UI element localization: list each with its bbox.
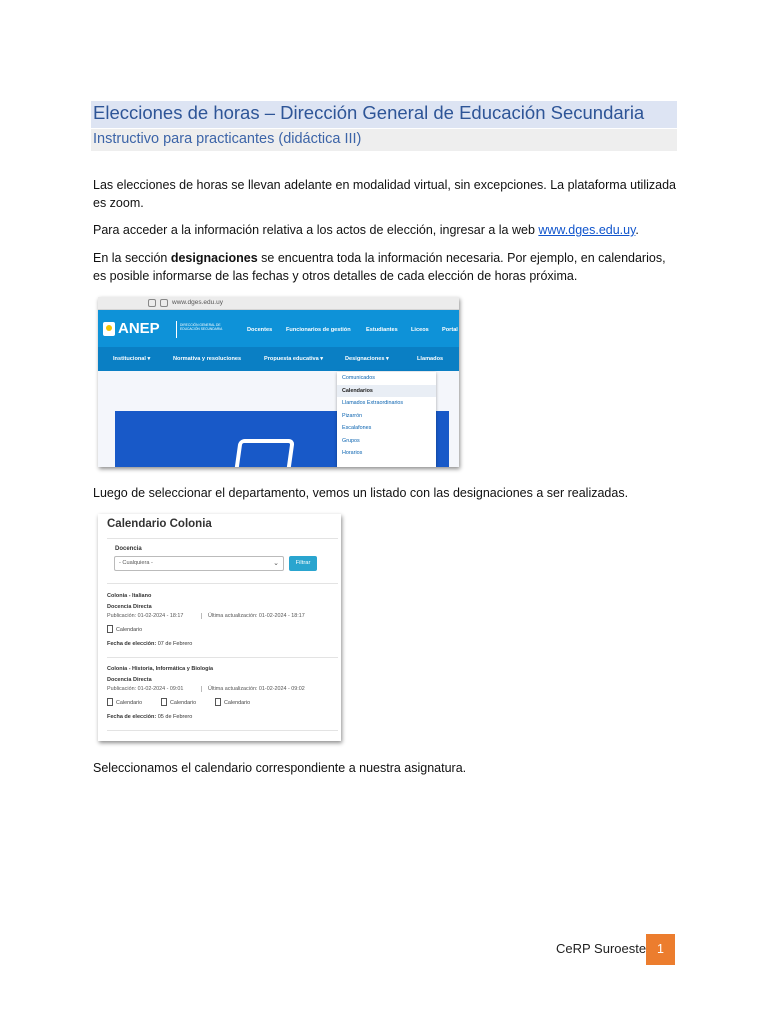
dges-link[interactable]: www.dges.edu.uy	[538, 223, 636, 237]
dges-website-screenshot	[98, 297, 459, 467]
docencia-select[interactable]	[114, 556, 284, 571]
election-date-value: 05 de Febrero	[157, 714, 193, 720]
document-title-bar	[91, 101, 677, 128]
nav-designaciones[interactable]: Designaciones ▾	[345, 356, 389, 362]
entry-type: Docencia Directa	[107, 604, 152, 610]
calendar-document-link[interactable]	[161, 698, 196, 706]
browser-url-bar	[98, 297, 459, 310]
page-number: 1	[646, 934, 675, 965]
paragraph-access-end: .	[635, 223, 639, 237]
paragraph-seleccion: Seleccionamos el calendario correspondiente a nuestra asignatura.	[93, 761, 467, 775]
document-subtitle-bar	[91, 129, 677, 151]
calendar-document-link[interactable]	[107, 625, 142, 633]
calendar-document-label: Calendario	[116, 627, 143, 633]
entry-updated: Última actualización: 01-02-2024 - 09:02	[201, 686, 305, 692]
nav-propuesta-educativa[interactable]: Propuesta educativa ▾	[264, 356, 324, 362]
entry-divider	[107, 657, 338, 658]
calendar-document-link[interactable]	[107, 698, 142, 706]
entry-name: Colonia - Italiano	[107, 593, 152, 599]
top-nav-portal[interactable]: Portal	[442, 327, 458, 333]
calendar-document-link[interactable]	[215, 698, 250, 706]
browser-url: www.dges.edu.uy	[172, 299, 223, 306]
dropdown-item-llamados-extraordinarios[interactable]: Llamados Extraordinarios	[342, 400, 404, 406]
entry-type: Docencia Directa	[107, 677, 152, 683]
lock-icon	[160, 299, 168, 307]
sun-emblem-icon	[103, 322, 115, 336]
paragraph-intro: Las elecciones de horas se llevan adelante en modalidad virtual, sin excepciones. La plataforma utilizada es zoom.	[93, 178, 676, 210]
site-header	[98, 310, 459, 347]
document-icon	[161, 698, 167, 706]
top-nav-liceos[interactable]: Liceos	[411, 327, 429, 333]
designaciones-dropdown	[337, 372, 436, 467]
filter-button[interactable]: Filtrar	[289, 556, 317, 571]
paragraph-access	[93, 222, 678, 240]
calendario-colonia-screenshot	[98, 514, 341, 741]
election-date-value: 07 de Febrero	[157, 641, 193, 647]
election-date-label: Fecha de elección:	[107, 641, 157, 647]
paragraph-designaciones	[93, 250, 678, 285]
paragraph-departamento: Luego de seleccionar el departamento, vemos un listado con las designaciones a ser realizadas.	[93, 486, 629, 500]
docencia-label: Docencia	[115, 546, 142, 552]
paragraph-designaciones-start: En la sección	[93, 251, 171, 265]
document-icon	[107, 698, 113, 706]
election-date	[107, 714, 192, 720]
entry-updated: Última actualización: 01-02-2024 - 18:17	[201, 613, 305, 619]
paragraph-access-text: Para acceder a la información relativa a los actos de elección, ingresar a la web	[93, 223, 539, 237]
calendar-document-label: Calendario	[224, 700, 251, 706]
election-date-label: Fecha de elección:	[107, 714, 157, 720]
document-icon	[215, 698, 221, 706]
dropdown-item-grupos[interactable]: Grupos	[342, 437, 360, 444]
entry-published: Publicación: 01-02-2024 - 18:17	[107, 613, 184, 619]
anep-logo: ANEP	[118, 320, 160, 337]
document-icon	[107, 625, 113, 633]
paragraph-designaciones-rest: se encuentra toda la información necesaria. Por ejemplo, en calendarios, es posible informarse de las fechas y otros detalles de cada elección de horas próxima.	[93, 251, 666, 283]
document-subtitle: Instructivo para practicantes (didáctica III)	[93, 131, 362, 147]
top-nav-funcionarios[interactable]: Funcionarios de gestión	[286, 327, 351, 333]
nav-normativa[interactable]: Normativa y resoluciones	[173, 356, 242, 362]
dropdown-item-calendarios[interactable]: Calendarios	[337, 385, 436, 398]
dropdown-item-comunicados[interactable]: Comunicados	[342, 375, 375, 381]
entry-divider	[107, 730, 338, 731]
hero-document-graphic	[233, 439, 295, 467]
calendar-document-label: Calendario	[116, 700, 143, 706]
nav-llamados[interactable]: Llamados	[417, 356, 444, 362]
entry-name: Colonia - Historia, Informática y Biología	[107, 666, 214, 672]
calendar-document-label: Calendario	[170, 700, 197, 706]
top-nav-estudiantes[interactable]: Estudiantes	[366, 327, 398, 333]
entry-published: Publicación: 01-02-2024 - 09:01	[107, 686, 184, 692]
top-nav-docentes[interactable]: Docentes	[247, 327, 273, 333]
designaciones-keyword: designaciones	[170, 251, 258, 265]
main-nav	[98, 347, 459, 371]
footer-institution: CeRP Suroeste	[556, 941, 647, 956]
dropdown-item-pizarron[interactable]: Pizarrón	[342, 412, 363, 419]
calendar-title: Calendario Colonia	[107, 518, 212, 530]
dropdown-item-horarios[interactable]: Horarios	[342, 450, 363, 456]
document-title: Elecciones de horas – Dirección General de Educación Secundaria	[93, 102, 645, 123]
nav-institucional[interactable]: Institucional ▾	[113, 356, 151, 362]
docencia-select-value: - Cualquiera -	[119, 560, 153, 566]
logo-subtitle: DIRECCIÓN GENERAL DE EDUCACIÓN SECUNDARIA	[180, 323, 223, 332]
dropdown-item-escalafones[interactable]: Escalafones	[342, 425, 372, 431]
shield-icon	[148, 299, 156, 307]
logo-divider	[176, 321, 177, 338]
chevron-down-icon: ⌄	[273, 560, 279, 567]
election-date	[107, 641, 192, 647]
